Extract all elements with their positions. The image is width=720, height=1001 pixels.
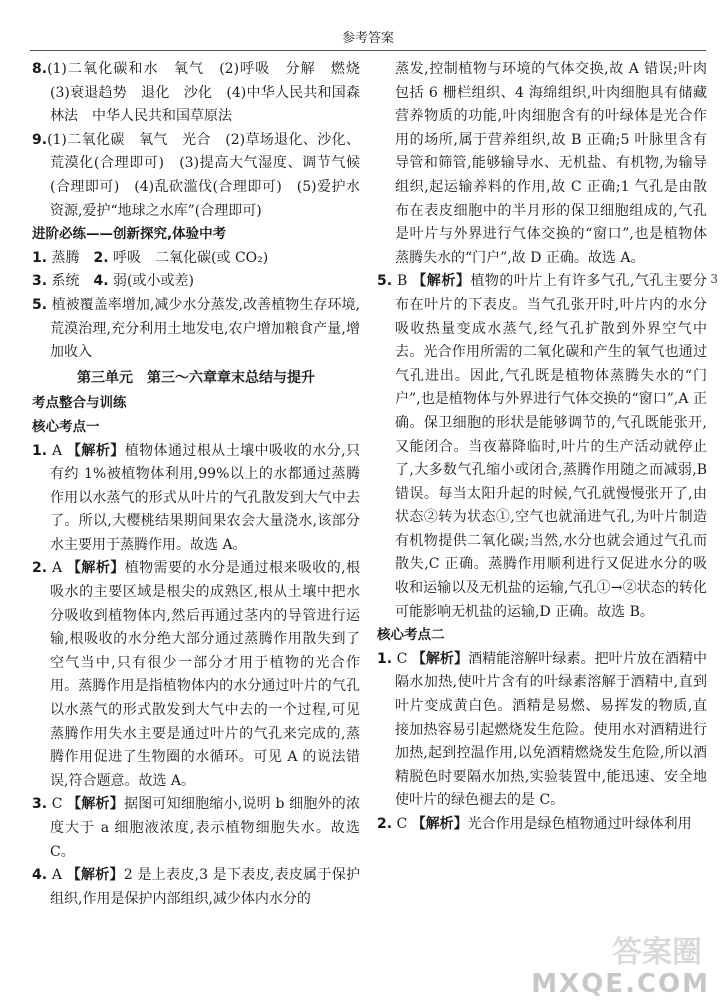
answer-number: 3. (32, 796, 48, 813)
answer-8 (32, 58, 374, 129)
answer-choice: A (51, 442, 63, 459)
practice-answer-5 (32, 294, 360, 365)
answer-number: 4. (93, 273, 109, 290)
answer-choice: A (51, 560, 63, 577)
answer-choice: C (396, 816, 408, 832)
answer-text: 呼吸 二氧化碳(或 CO₂) (113, 249, 269, 266)
answer-text: 植被覆盖率增加,减少水分蒸发,改善植物生存环境,荒漠治理,充分利用土地发电,农户增加粮食产量,增加收入 (50, 296, 360, 361)
analysis-tag: 【解析】 (66, 442, 125, 459)
right-column (377, 58, 707, 837)
answer-text: 系统 (51, 273, 80, 290)
analysis-tag: 【解析】 (411, 650, 469, 667)
answer-number: 5. (377, 273, 393, 290)
answer-number: 1. (32, 442, 48, 459)
answer-text: 据图可知细胞缩小,说明 b 细胞外的浓度大于 a 细胞液浓度,表示植物细胞失水。故选 C。 (50, 796, 361, 860)
core-topic-2-title: 核心考点二 (377, 627, 445, 644)
answer-text: 光合作用是绿色植物通过叶绿体利用 (467, 816, 692, 832)
core2-answer-2 (377, 813, 707, 837)
watermark-text: MXQE.COM (531, 969, 710, 999)
header-title: 参考答案 (341, 31, 394, 46)
analysis-tag: 【解析】 (412, 273, 471, 290)
answer-choice: B (397, 273, 408, 290)
practice-answer-3-4 (32, 270, 360, 294)
answer-number: 2. (32, 560, 48, 577)
analysis-tag: 【解析】 (411, 816, 468, 832)
analysis-tag: 【解析】 (66, 560, 125, 577)
unit-title: 第三单元 第三～六章章末总结与提升 (77, 369, 315, 386)
section-title: 进阶必练——创新探究,体验中考 (32, 226, 227, 243)
answer-choice: A (51, 867, 62, 884)
core1-answer-1 (32, 440, 360, 558)
page-edge-mark: 3 (710, 272, 718, 286)
page-header (30, 28, 706, 51)
answer-text: (1)二氧化碳和水 氧气 (2)呼吸 分解 燃烧 (3)衰退趋势 退化 沙化 (4)中华人民共和国森林法 中华人民共和国草原法 (47, 61, 374, 125)
core2-answer-1 (377, 648, 707, 813)
answer-number: 3. (32, 273, 48, 290)
answer-number: 9. (32, 131, 48, 148)
answer-number: 1. (32, 249, 48, 266)
answer-choice: C (51, 796, 63, 813)
answer-text: 酒精能溶解叶绿素。把叶片放在酒精中隔水加热,使叶片含有的叶绿素溶解于酒精中,直到叶片变成黄白色。酒精是易燃、易挥发的物质,直接加热容易引起燃烧发生危险。使用水对酒精进行加热,起到控温作用,以免酒精燃烧发生危险,所以酒精脱色时要隔水加热,实验装置中,能迅速、安全地使叶片的绿色褪去的是 C。 (395, 650, 708, 809)
topic-title: 考点整合与训练 (32, 395, 127, 412)
answer-number: 2. (93, 249, 109, 266)
watermark-logo: 答案圈 (612, 935, 702, 970)
core-topic-1-title: 核心考点一 (32, 418, 100, 435)
answer-text: 2 是上表皮,3 是下表皮,表皮属于保护组织,作用是保护内部组织,减少体内水分的 (50, 867, 361, 907)
answer-9 (32, 129, 360, 223)
left-column (32, 58, 374, 911)
answer-text: 弱(或小或差) (113, 273, 194, 290)
core1-answer-3 (32, 793, 360, 864)
analysis-tag: 【解析】 (67, 796, 124, 813)
core1-answer-5 (377, 270, 707, 624)
answer-text: 蒸腾 (51, 249, 80, 266)
answer-choice: C (396, 650, 408, 667)
practice-answer-1-2 (32, 247, 360, 271)
answer-text: 植物体通过根从土壤中吸收的水分,只有约 1%被植物体利用,99%以上的水都通过蒸腾作用以水蒸气的形式从叶片的气孔散发到大气中去了。所以,大樱桃结果期间果农会大量浇水,该部分水主要用于蒸腾作用。故选 A。 (50, 442, 361, 553)
answer-number: 4. (32, 867, 48, 884)
analysis-tag: 【解析】 (66, 867, 124, 884)
answer-number: 1. (377, 650, 393, 667)
answer-number: 5. (32, 296, 48, 313)
answer-number: 8. (32, 61, 48, 77)
answer-text: 植物的叶片上有许多气孔,气孔主要分布在叶片的下表皮。当气孔张开时,叶片内的水分吸收热量变成水蒸气,经气孔扩散到外界空气中去。光合作用所需的二氧化碳和产生的氧气也通过气孔进出。因此,气孔既是植物体蒸腾失水的“门户”,也是植物体与外界进行气体交换的“窗口”,A 正确。保卫细胞的形状是能够调节的,气孔既能张开,又能闭合。当夜幕降临时,叶片的生产活动就停止了,大多数气孔缩小或闭合,蒸腾作用随之而减弱,B 错误。每当太阳升起的时候,气孔就慢慢张开了,由状态②转为状态①,空气也就涌进气孔,为叶片制造有机物提供二氧化碳;当然,水分也就会通过气孔而散失,C 正确。蒸腾作用顺利进行又促进水分的吸收和运输以及无机盐的运输,气孔①→②状态的转化可能影响无机盐的运输,D 正确。故选 B。 (395, 273, 708, 620)
answer-text: 植物需要的水分是通过根来吸收的,根吸水的主要区域是根尖的成熟区,根从土壤中把水分吸收到植物体内,然后再通过茎内的导管进行运输,根吸收的水分绝大部分通过蒸腾作用散失到了空气当中,只有很少一部分才用于植物的光合作用。蒸腾作用是指植物体内的水分通过叶片的气孔以水蒸气的形式散发到大气中去的一个过程,可见蒸腾作用失水主要是通过叶片的气孔来完成的,蒸腾作用促进了生物圈的水循环。可见 A 的说法错误,符合题意。故选 A。 (50, 560, 361, 789)
core1-answer-4 (32, 864, 360, 911)
answer-number: 2. (377, 816, 393, 832)
core1-answer-4-continued: 蒸发,控制植物与环境的气体交换,故 A 错误;叶肉包括 6 栅栏组织、4 海绵组织,叶肉细胞具有储藏营养物质的功能,叶肉细胞含有的叶绿体是光合作用的场所,属于营养组织,故 B 正确;5 叶脉里含有导管和筛管,能够输导水、无机盐、有机物,为输导组织,起运输养料的作用,故 C 正确;1 气孔是由散布在表皮细胞中的半月形的保卫细胞组成的,气孔是叶片与外界进行气体交换的“窗口”,也是植物体蒸腾失水的“门户”,故 D 正确。故选 A。 (395, 61, 707, 266)
answer-text: (1)二氧化碳 氧气 光合 (2)草场退化、沙化、荒漠化(合理即可) (3)提高大气湿度、调节气候(合理即可) (4)乱砍滥伐(合理即可) (5)爱护水资源,爱护“地球之水库”(合理即可) (47, 131, 360, 219)
core1-answer-2 (32, 557, 360, 793)
